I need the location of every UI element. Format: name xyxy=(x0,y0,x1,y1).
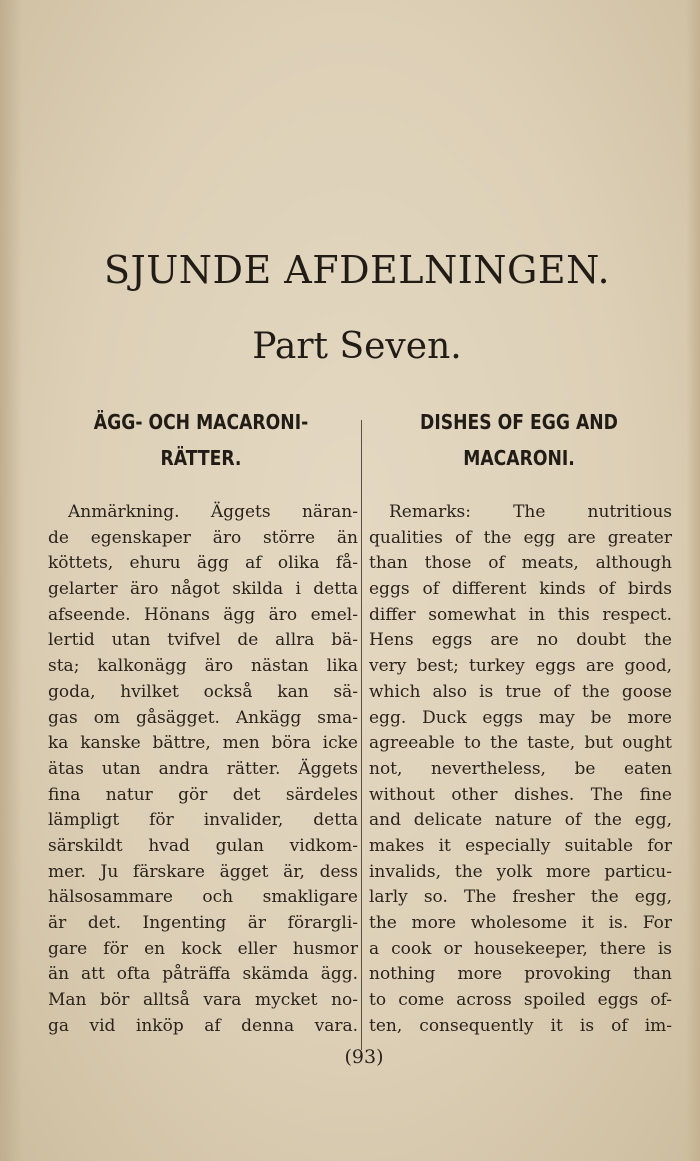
text-line: lertid utan tvifvel de allra bä- xyxy=(48,630,358,651)
text-line: sta; kalkonägg äro nästan lika xyxy=(48,656,358,677)
text-line: qualities of the egg are greater xyxy=(369,527,672,548)
text-line: agreeable to the taste, but ought xyxy=(369,733,672,754)
text-line: ätas utan andra rätter. Äggets xyxy=(48,758,358,779)
right-column-text xyxy=(369,500,672,1039)
text-line: than those of meats, although xyxy=(369,553,672,574)
page-number: (93) xyxy=(344,1046,384,1068)
page-edge-shadow-left xyxy=(0,0,22,1161)
section-title: SJUNDE AFDELNINGEN. xyxy=(103,248,611,292)
text-line: nothing more provoking than xyxy=(369,964,672,985)
text-line: makes it especially suitable for xyxy=(369,835,672,856)
text-line: afseende. Hönans ägg äro emel- xyxy=(48,604,358,625)
text-line: the more wholesome it is. For xyxy=(369,913,672,933)
left-column-text xyxy=(48,500,358,1039)
text-line: differ somewhat in this respect. xyxy=(369,604,672,625)
text-line: gare för en kock eller husmor xyxy=(48,938,358,959)
text-line: ten, consequently it is of im- xyxy=(369,1015,672,1036)
text-line: gelarter äro något skilda i detta xyxy=(48,579,358,600)
part-title: Part Seven. xyxy=(252,326,462,367)
text-line: eggs of different kinds of birds xyxy=(369,579,672,600)
text-line: Remarks: The nutritious xyxy=(389,502,672,522)
right-column-heading xyxy=(387,404,650,476)
text-line: larly so. The fresher the egg, xyxy=(369,887,672,908)
text-line: goda, hvilket också kan sä- xyxy=(48,681,358,702)
text-line: Anmärkning. Äggets näran- xyxy=(68,502,358,522)
text-line: fina natur gör det särdeles xyxy=(48,784,358,805)
heading-line: DISHES OF EGG AND xyxy=(420,410,618,434)
text-line: egg. Duck eggs may be more xyxy=(369,707,672,728)
heading-line: RÄTTER. xyxy=(160,446,242,470)
left-column-heading xyxy=(69,404,332,476)
text-line: ka kanske bättre, men böra icke xyxy=(48,733,358,754)
text-line: to come across spoiled eggs of- xyxy=(369,990,672,1011)
text-line: and delicate nature of the egg, xyxy=(369,810,672,831)
text-line: gas om gåsägget. Ankägg sma- xyxy=(48,707,358,728)
text-line: Man bör alltså vara mycket no- xyxy=(48,990,358,1011)
text-line: är det. Ingenting är förargli- xyxy=(48,913,358,933)
page-edge-shadow-right xyxy=(686,0,700,1161)
text-line: köttets, ehuru ägg af olika få- xyxy=(48,553,358,574)
text-line: ga vid inköp af denna vara. xyxy=(48,1015,358,1036)
text-line: Hens eggs are no doubt the xyxy=(369,630,672,651)
text-line: särskildt hvad gulan vidkom- xyxy=(48,835,358,856)
text-line: which also is true of the goose xyxy=(369,681,672,702)
text-line: a cook or housekeeper, there is xyxy=(369,938,672,959)
text-line: invalids, the yolk more particu- xyxy=(369,861,672,882)
text-line: de egenskaper äro större än xyxy=(48,527,358,548)
text-line: not, nevertheless, be eaten xyxy=(369,758,672,779)
text-line: än att ofta påträffa skämda ägg. xyxy=(48,964,358,985)
text-line: lämpligt för invalider, detta xyxy=(48,810,358,831)
text-line: hälsosammare och smakligare xyxy=(48,887,358,908)
heading-line: ÄGG- OCH MACARONI- xyxy=(93,410,309,434)
text-line: without other dishes. The fine xyxy=(369,784,672,805)
column-divider xyxy=(361,420,362,1050)
text-line: mer. Ju färskare ägget är, dess xyxy=(48,861,358,882)
heading-line: MACARONI. xyxy=(463,446,575,470)
text-line: very best; turkey eggs are good, xyxy=(369,656,672,677)
